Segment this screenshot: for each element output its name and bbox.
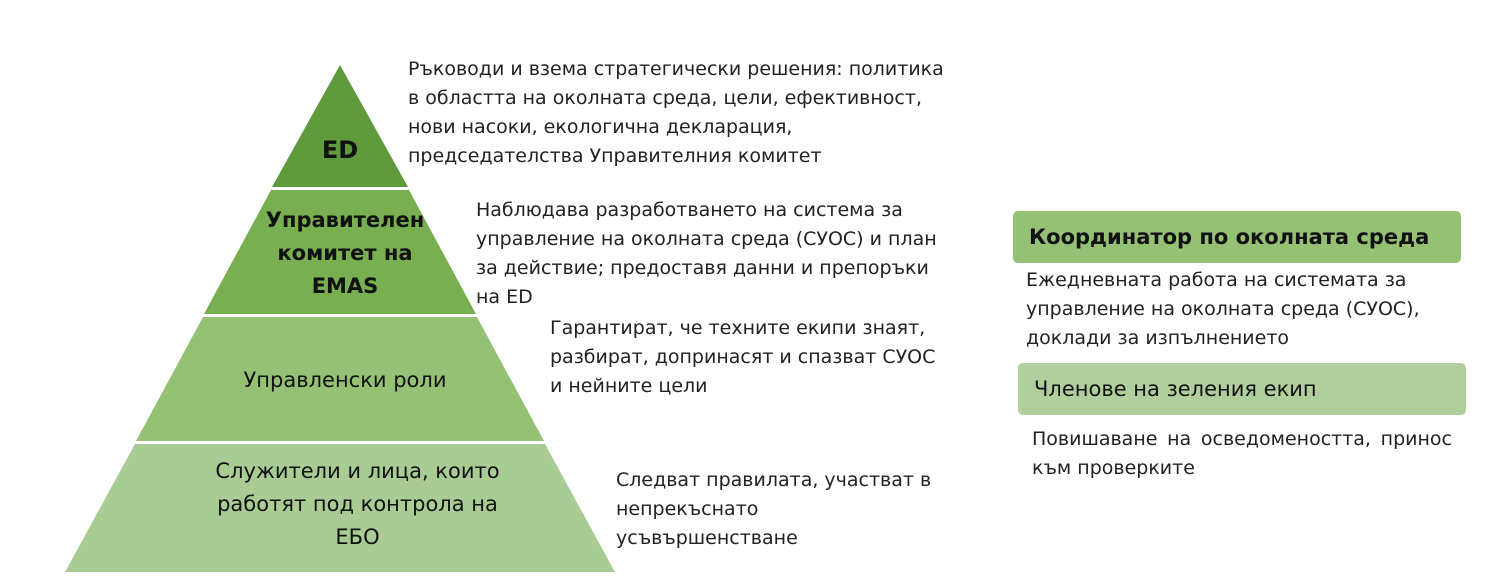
green-team-box — [1018, 363, 1466, 415]
tier-description-management-roles: Гарантират, че техните екипи знаят, разбират, допринасят и спазват СУОС и нейните цели — [550, 317, 936, 397]
tier-description-staff: Следват правилата, участват в непрекъснато усъвършенстване — [616, 469, 932, 549]
coordinator-description: Ежедневната работа на системата за управление на околната среда (СУОС), доклади за изпълнението — [1026, 269, 1420, 349]
tier-label-staff: Служители и лица, които работят под контрола на ЕБО — [215, 459, 500, 549]
coordinator-box — [1013, 211, 1461, 263]
tier-description-steering-committee: Наблюдава разработването на система за управление на околната среда (СУОС) и план за действие; предоставя данни и препоръки на ED — [476, 199, 937, 308]
tier-label-management-roles: Управленски роли — [243, 368, 447, 392]
tier-description-ed: Ръководи и взема стратегически решения: политика в областта на околната среда, цели, ефективност, нови насоки, екологична декларация, председателства Управителния комитет — [408, 58, 944, 167]
tier-label-steering-committee: Управителен комитет на EMAS — [265, 208, 425, 298]
coordinator-title: Координатор по околната среда — [1029, 225, 1430, 249]
green-team-description: Повишаване на осведомеността, принос към проверките — [1032, 428, 1452, 479]
pyramid-tier-ed — [272, 65, 408, 187]
tier-label-ed: ED — [321, 136, 359, 164]
green-team-title: Членове на зеления екип — [1034, 377, 1317, 401]
